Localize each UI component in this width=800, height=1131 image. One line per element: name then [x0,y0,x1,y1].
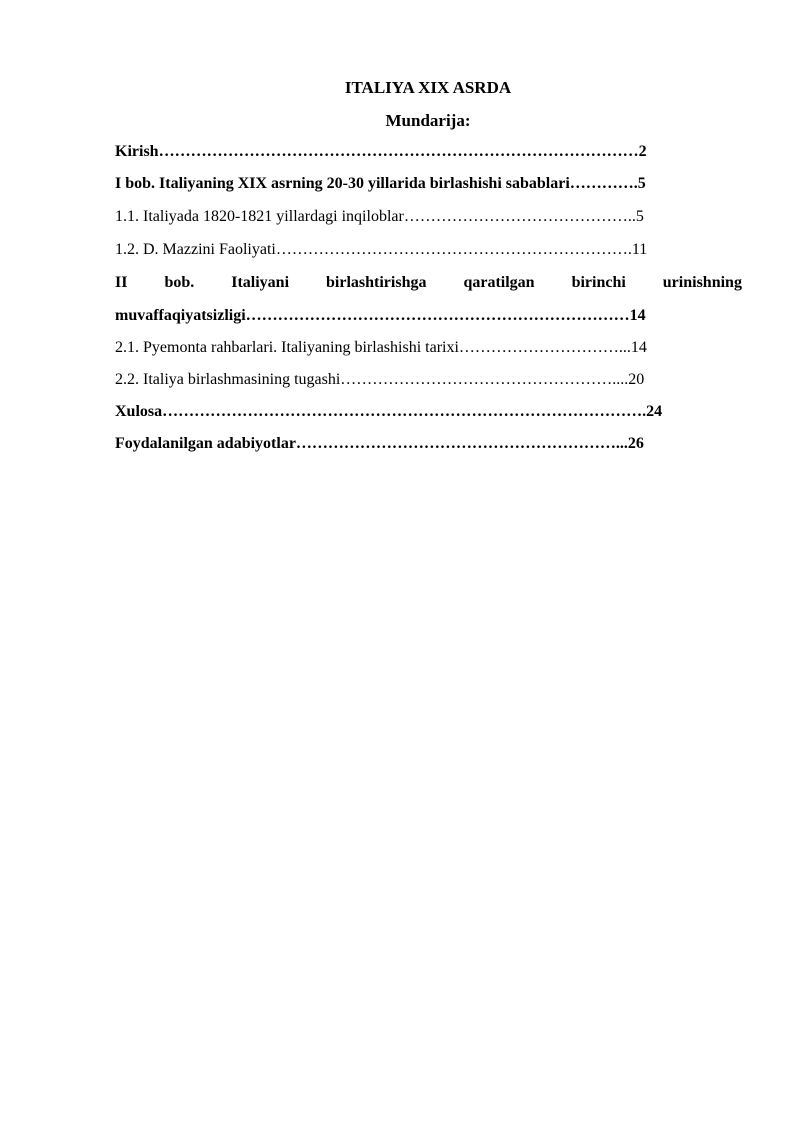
toc-entry-kirish[interactable]: Kirish………………………………………………………………………………2 [115,143,647,160]
toc-word: urinishning [662,274,742,291]
toc-entry-chapter-2[interactable] [115,273,742,293]
toc-entry-section-2-2[interactable]: 2.2. Italiya birlashmasining tugashi……………………………………………....20 [115,371,645,388]
toc-heading: Mundarija: [385,111,471,130]
toc-word: birlashtirishga [326,274,427,291]
toc-word: II [115,274,128,291]
toc-entry-xulosa[interactable]: Xulosa……………………………………………………………………………….24 [115,403,663,420]
toc-entry-chapter-2-continued[interactable]: muvaffaqiyatsizligi………………………………………………………………14 [115,307,646,324]
toc-word: Italiyani [231,274,290,291]
toc-entry-section-1-1[interactable]: 1.1. Italiyada 1820-1821 yillardagi inqiloblar……………………………………..5 [115,208,644,225]
toc-entry-chapter-1[interactable]: I bob. Italiyaning XIX asrning 20-30 yillarida birlashishi sabablari………….5 [115,175,646,192]
toc-entry-section-2-1[interactable]: 2.1. Pyemonta rahbarlari. Italiyaning birlashishi tarixi…………………………...14 [115,339,647,356]
document-title: ITALIYA XIX ASRDA [344,78,512,97]
toc-word: qaratilgan [463,274,535,291]
toc-entry-section-1-2[interactable]: 1.2. D. Mazzini Faoliyati………………………………………………………….11 [115,241,648,258]
toc-word: bob. [164,274,195,291]
toc-word: birinchi [571,274,626,291]
toc-entry-references[interactable]: Foydalanilgan adabiyotlar……………………………………………………...26 [115,435,644,452]
